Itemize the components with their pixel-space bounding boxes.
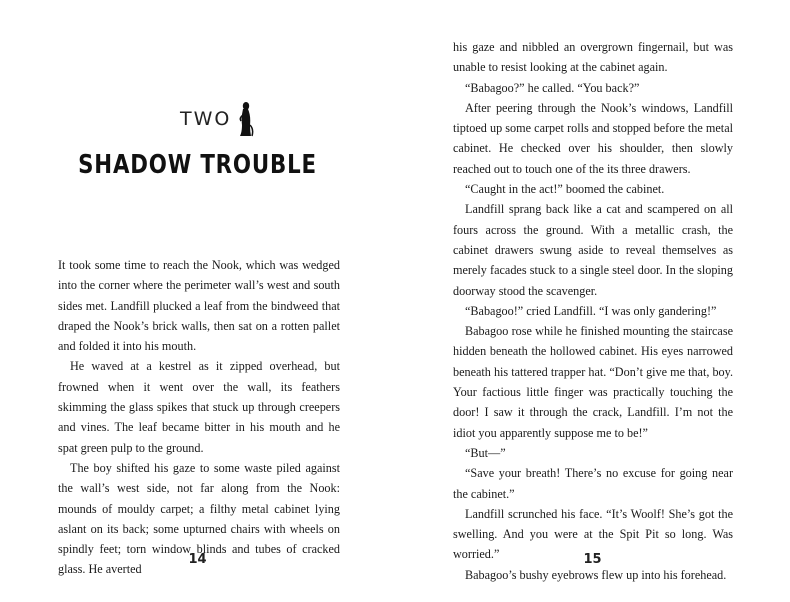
paragraph: He waved at a kestrel as it zipped overhead, but frowned when it went over the wall, its feathers skimming the glass spikes that stuck up through creepers and vines. The leaf became bitter in his mouth and he spat green pulp to the ground. (58, 359, 340, 455)
chapter-title: SHADOW TROUBLE (78, 150, 317, 180)
paragraph: After peering through the Nook’s windows, Landfill tiptoed up some carpet rolls and stopped before the metal cabinet. He checked over his shoulder, then slowly reached out to touch one of the its three drawers. (453, 100, 733, 176)
paragraph: “Save your breath! There’s no excuse for going near the cabinet.” (453, 466, 733, 501)
page-number: 15 (583, 552, 602, 567)
paragraph: It took some time to reach the Nook, which was wedged into the corner where the perimeter wall’s west and south sides met. Landfill plucked a leaf from the bindweed that draped the Nook’s brick walls, then sat on a rotten pallet and folded it into his mouth. (58, 258, 340, 354)
paragraph: “Caught in the act!” boomed the cabinet. (465, 182, 665, 197)
paragraph: “Babagoo?” he called. “You back?” (465, 80, 640, 95)
paragraph: The boy shifted his gaze to some waste piled against the wall’s west side, not far along from the Nook: mounds of mouldy carpet; a filthy metal cabinet lying aslant on its back; some upturned chairs with wheels on spindly feet; torn window blinds and tubes of cracked glass. He averted (58, 460, 340, 577)
meerkat-illustration-icon (237, 101, 255, 137)
paragraph: Babagoo rose while he finished mounting the staircase hidden beneath the hollowed cabinet. His eyes narrowed beneath his tattered trapper hat. “Don’t give me that, boy. Your factious little finger was practically touching the door! I saw it through the crack, Landfill. I’m not the idiot you apparently suppose me to be!” (453, 324, 733, 440)
paragraph: “But—” (465, 445, 506, 460)
paragraph: Landfill sprang back like a cat and scampered on all fours across the ground. With a metallic crash, the cabinet drawers swung aside to reveal themselves as merely facades stuck to a single steel door. In the sloping doorway stood the scavenger. (453, 202, 733, 298)
paragraph: his gaze and nibbled an overgrown fingernail, but was unable to resist looking at the cabinet again. (453, 40, 733, 75)
chapter-number: TWO (180, 108, 232, 130)
left-page-body (58, 255, 340, 580)
page-number: 14 (188, 552, 207, 567)
right-page-body (453, 37, 733, 585)
paragraph: Landfill scrunched his face. “It’s Woolf! She’s got the swelling. And you were at the Spit Pit so long. Was worried.” (453, 506, 733, 562)
paragraph: “Babagoo!” cried Landfill. “I was only gandering!” (465, 303, 717, 318)
right-page (395, 0, 790, 602)
paragraph: Babagoo’s bushy eyebrows flew up into his forehead. (465, 567, 727, 582)
